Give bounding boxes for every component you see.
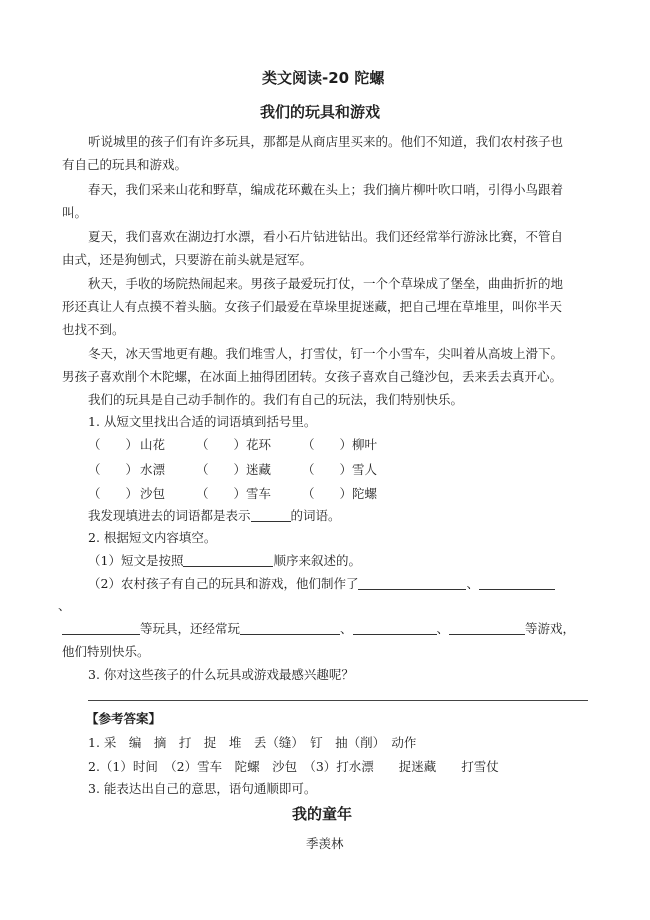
passage-line: 叫。 [62, 205, 88, 220]
answer-blank[interactable] [479, 577, 555, 590]
separator: 、 [436, 621, 450, 636]
answer-3: 3. 能表达出自己的意思，语句通顺即可。 [88, 781, 317, 796]
question-3-prompt: 3. 你对这些孩子的什么玩具或游戏最感兴趣呢？ [88, 667, 354, 682]
sub-question-text: （2）农村孩子有自己的玩具和游戏，他们制作了 [88, 576, 359, 591]
answer-blank[interactable] [183, 554, 273, 567]
passage-title: 我们的玩具和游戏 [260, 103, 381, 121]
next-passage-author: 季羡林 [306, 836, 344, 851]
answer-1: 1. 采 编 摘 打 捉 堆 丢（缝） 钉 抽（削） 动作 [88, 735, 417, 750]
paren-blank[interactable]: （ ） [196, 486, 247, 501]
answer-2: 2.（1）时间 （2）雪车 陀螺 沙包 （3）打水漂 捉迷藏 打雪仗 [88, 759, 499, 774]
grid-word: 沙包 [140, 486, 166, 501]
grid-word: 迷藏 [246, 462, 272, 477]
passage-line: 夏天，我们喜欢在湖边打水漂，看小石片钻进钻出。我们还经常举行游泳比赛，不管自 [88, 229, 564, 244]
passage-line: 形还真让人有点摸不着头脑。女孩子们最爱在草垛里捉迷藏，把自己埋在草堆里，叫你半天 [62, 299, 563, 314]
question-2-sub-2-continued [62, 621, 575, 637]
separator: 、 [466, 576, 479, 591]
grid-word: 雪人 [352, 462, 378, 477]
passage-line: 冬天，冰天雪地更有趣。我们堆雪人，打雪仗，钉一个小雪车，尖叫着从高坡上滑下。 [88, 346, 564, 361]
paren-blank[interactable]: （ ） [302, 437, 353, 452]
passage-line: 由式，还是狗刨式，只要游在前头就是冠军。 [62, 252, 313, 267]
passage-line: 我们的玩具是自己动手制作的。我们有自己的玩法，我们特别快乐。 [88, 392, 464, 407]
passage-line: 听说城里的孩子们有许多玩具，那都是从商店里买来的。他们不知道，我们农村孩子也 [88, 134, 564, 149]
question-2-prompt: 2. 根据短文内容填空。 [88, 530, 217, 545]
passage-line: 男孩子喜欢削个木陀螺，在冰面上抽得团团转。女孩子喜欢自己缝沙包，丢来丢去真开心。 [62, 369, 563, 384]
question-2-sub-2-end: 他们特别快乐。 [62, 644, 150, 659]
answer-line[interactable] [88, 700, 588, 701]
question-1-prompt: 1. 从短文里找出合适的词语填到括号里。 [88, 414, 317, 429]
next-passage-title: 我的童年 [292, 805, 353, 823]
question-1-summary [88, 508, 341, 524]
sub-question-text: （1）短文是按照 [88, 553, 184, 568]
passage-line: 也找不到。 [62, 322, 125, 337]
page-title: 类文阅读-20 陀螺 [262, 69, 385, 87]
separator: 、 [340, 621, 353, 636]
paren-blank[interactable]: （ ） [302, 486, 353, 501]
grid-word: 山花 [140, 437, 166, 452]
passage-line: 有自己的玩具和游戏。 [62, 157, 188, 172]
grid-word: 雪车 [246, 486, 272, 501]
passage-line: 春天，我们采来山花和野草，编成花环戴在头上；我们摘片柳叶吹口哨，引得小鸟跟着 [88, 182, 564, 197]
summary-text: 我发现填进去的词语都是表示 [88, 508, 251, 523]
question-2-sub-1 [88, 553, 361, 569]
grid-word: 水漂 [140, 462, 166, 477]
summary-text: 的词语。 [290, 508, 341, 523]
answer-blank[interactable] [358, 577, 466, 590]
grid-word: 花环 [246, 437, 272, 452]
paren-blank[interactable]: （ ） [302, 462, 353, 477]
answer-blank[interactable] [62, 622, 140, 635]
separator: 、 [58, 598, 71, 613]
paren-blank[interactable]: （ ） [88, 437, 139, 452]
sub-question-text: 等游戏， [525, 621, 576, 636]
question-2-sub-2 [88, 576, 555, 592]
paren-blank[interactable]: （ ） [196, 462, 247, 477]
answer-blank[interactable] [353, 622, 437, 635]
answer-blank[interactable] [240, 622, 340, 635]
paren-blank[interactable]: （ ） [88, 462, 139, 477]
paren-blank[interactable]: （ ） [196, 437, 247, 452]
answer-blank[interactable] [449, 622, 525, 635]
paren-blank[interactable]: （ ） [88, 486, 139, 501]
sub-question-text: 顺序来叙述的。 [273, 553, 361, 568]
passage-line: 秋天，手收的场院热闹起来。男孩子最爱玩打仗，一个个草垛成了堡垒，曲曲折折的地 [88, 276, 564, 291]
sub-question-text: 等玩具，还经常玩 [140, 621, 241, 636]
grid-word: 柳叶 [352, 437, 378, 452]
grid-word: 陀螺 [352, 486, 378, 501]
answers-heading: 【参考答案】 [86, 711, 162, 726]
answer-blank[interactable] [251, 509, 291, 522]
